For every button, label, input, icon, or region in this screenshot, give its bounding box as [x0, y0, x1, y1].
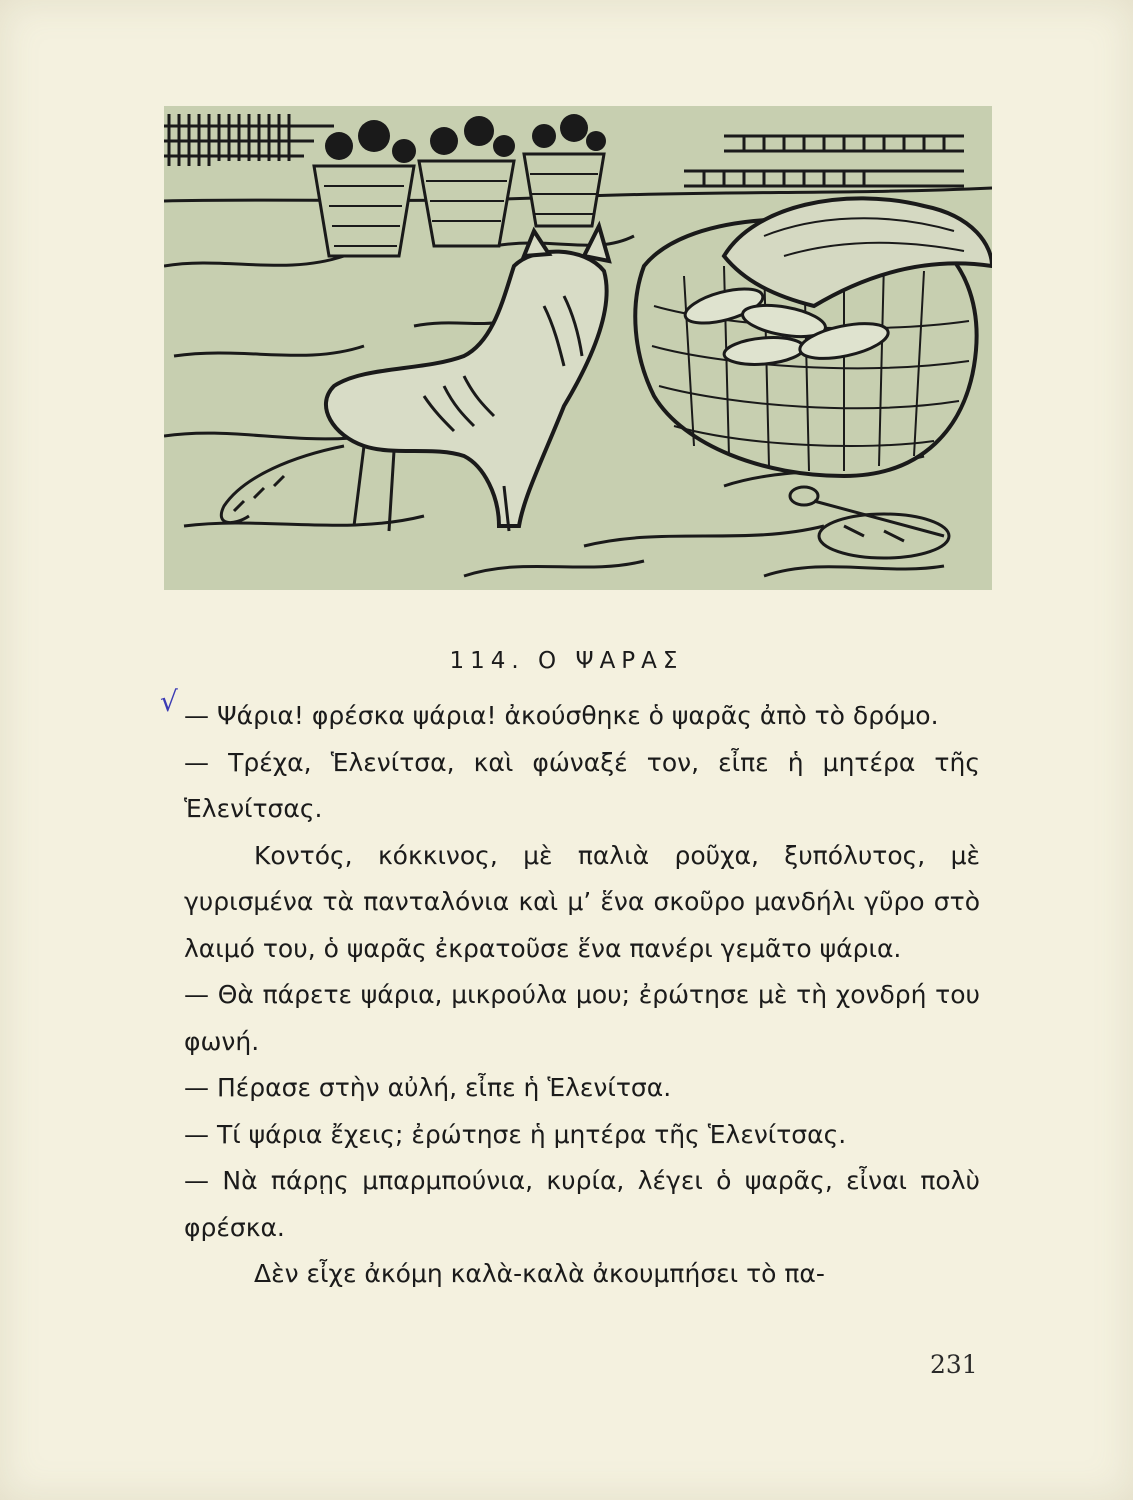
- paragraph: — Θὰ πάρετε ψάρια, μικρούλα μου; ἐρώτησε μὲ τὴ χονδρή του φωνή.: [184, 980, 980, 1056]
- woodcut-image: [164, 106, 992, 590]
- body-text: [184, 693, 980, 1298]
- paragraph: Δὲν εἶχε ἀκόμη καλὰ-καλὰ ἀκουμπήσει τὸ πα-: [254, 1259, 825, 1288]
- cat-and-fish-basket-illustration: [164, 106, 992, 590]
- paragraph: — Τί ψάρια ἔχεις; ἐρώτησε ἡ μητέρα τῆς Ἑλενίτσας.: [184, 1119, 847, 1149]
- paragraph: — Νὰ πάρῃς μπαρμπούνια, κυρία, λέγει ὁ ψαρᾶς, εἶναι πολὺ φρέσκα.: [184, 1166, 980, 1242]
- page-number: 231: [930, 1350, 978, 1379]
- paragraph: — Ψάρια! φρέσκα ψάρια! ἀκούσθηκε ὁ ψαρᾶς ἀπὸ τὸ δρόμο.: [184, 701, 939, 730]
- margin-check-mark: √: [160, 685, 178, 718]
- paragraph: — Πέρασε στὴν αὐλή, εἶπε ἡ Ἑλενίτσα.: [184, 1073, 672, 1102]
- chapter-heading: 114. Ο ΨΑΡΑΣ: [449, 648, 684, 674]
- paragraph: — Τρέχα, Ἑλενίτσα, καὶ φώναξέ τον, εἶπε ἡ μητέρα τῆς Ἑλενίτσας.: [184, 747, 980, 823]
- paragraph: Κοντός, κόκκινος, μὲ παλιὰ ροῦχα, ξυπόλυτος, μὲ γυρισμένα τὰ πανταλόνια καὶ μ’ ἕνα σκοῦρο μανδήλι γῦρο στὸ λαιμό του, ὁ ψαρᾶς ἐκρατοῦσε ἕνα πανέρι γεμᾶτο ψάρια.: [184, 840, 980, 963]
